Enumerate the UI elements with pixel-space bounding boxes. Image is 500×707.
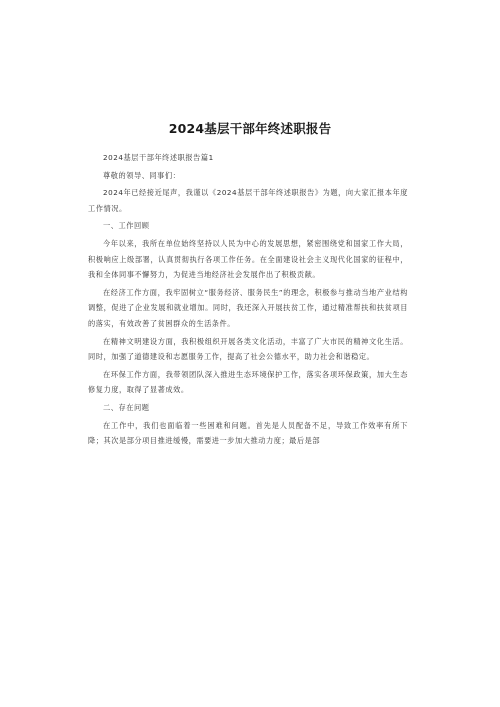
section-heading-problems: 二、存在问题 <box>103 402 150 412</box>
paragraph-culture: 在精神文明建设方面，我积极组织开展各类文化活动，丰富了广大市民的精神文化生活。同时，加强了道德建设和志愿服务工作，提高了社会公德水平，助力社会和谐稳定。 <box>88 336 408 362</box>
paragraph-review: 今年以来，我所在单位始终坚持以人民为中心的发展思想，紧密围绕党和国家工作大局，积极响应上级部署，认真贯彻执行各项工作任务。在全面建设社会主义现代化国家的征程中，我和全体同事不懈努力，为促进当地经济社会发展作出了积极贡献。 <box>88 238 408 280</box>
paragraph-subtitle: 2024基层干部年终述职报告篇1 <box>103 153 214 162</box>
paragraph-intro: 2024年已经接近尾声，我谨以《2024基层干部年终述职报告》为题，向大家汇报本年度工作情况。 <box>88 188 408 213</box>
paragraph-salutation: 尊敬的领导、同事们： <box>103 170 181 180</box>
document-title: 2024基层干部年终述职报告 <box>168 121 332 136</box>
document-body <box>88 150 408 449</box>
paragraph-economy: 在经济工作方面，我牢固树立“服务经济、服务民生”的理念，积极参与推动当地产业结构调整，促进了企业发展和就业增加。同时，我还深入开展扶贫工作，通过精准帮扶和扶贫项目的落实，有效改善了贫困群众的生活条件。 <box>88 287 408 328</box>
section-heading-review: 一、工作回顾 <box>103 221 150 231</box>
paragraph-problems: 在工作中，我们也面临着一些困难和问题。首先是人员配备不足，导致工作效率有所下降；其次是部分项目推进缓慢，需要进一步加大推动力度；最后是部 <box>88 420 408 446</box>
paragraph-environment: 在环保工作方面，我带领团队深入推进生态环境保护工作，落实各项环保政策，加大生态修复力度，取得了显著成效。 <box>88 369 408 395</box>
